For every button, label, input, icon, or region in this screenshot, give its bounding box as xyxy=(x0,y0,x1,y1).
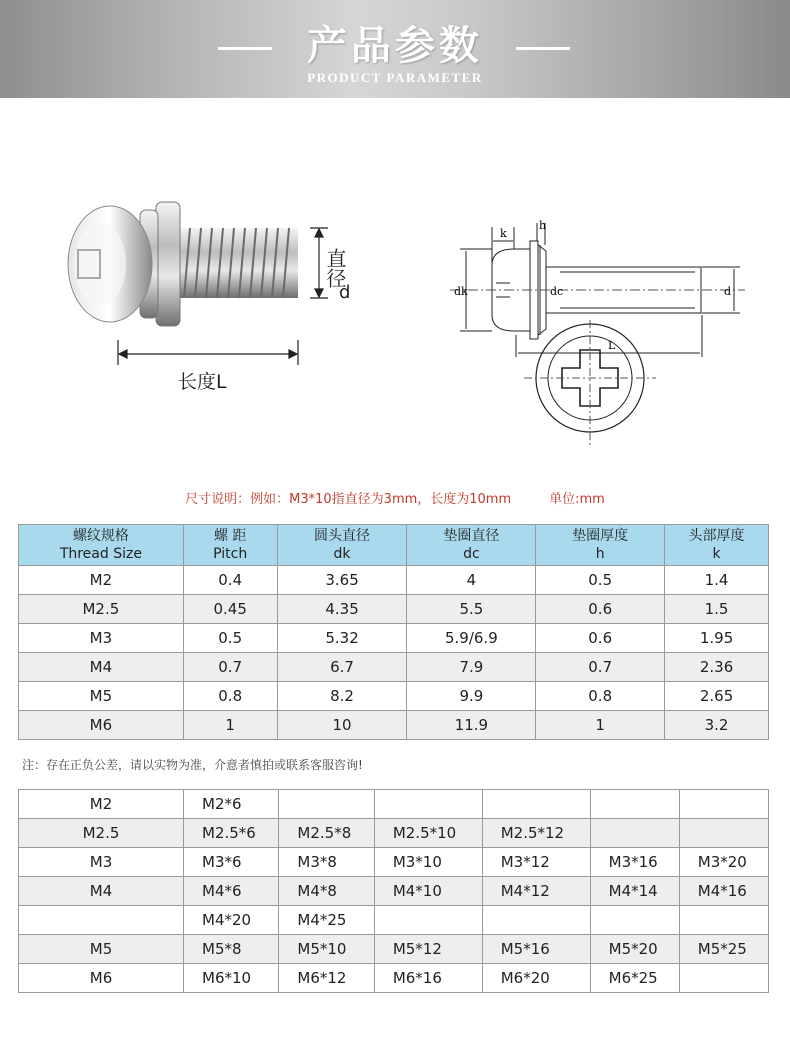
table-cell: 6.7 xyxy=(277,653,407,682)
size-cell: M5*20 xyxy=(590,935,679,964)
dim-h: h xyxy=(539,219,547,232)
table-cell: M5 xyxy=(19,682,184,711)
table-cell: 0.8 xyxy=(183,682,277,711)
table-cell: 1 xyxy=(536,711,665,740)
size-cell: M6*16 xyxy=(374,964,482,993)
table-cell: 0.4 xyxy=(183,566,277,595)
size-cell: M4*8 xyxy=(279,877,374,906)
spec-header: 螺纹规格 Thread Size xyxy=(19,525,184,566)
dim-k: k xyxy=(500,227,507,240)
dim-dc: dc xyxy=(550,285,564,298)
table-cell: 0.5 xyxy=(536,566,665,595)
dim-dk: dk xyxy=(454,285,468,298)
table-row xyxy=(19,653,769,682)
size-cell: M3*16 xyxy=(590,848,679,877)
table-cell: 2.65 xyxy=(665,682,769,711)
size-cell: M4*14 xyxy=(590,877,679,906)
table-cell: M2.5 xyxy=(19,595,184,624)
size-cell: M2*6 xyxy=(184,790,279,819)
table-cell: 10 xyxy=(277,711,407,740)
tolerance-note: 注：存在正负公差，请以实物为准，介意者慎拍或联系客服咨询! xyxy=(22,758,363,772)
table-row xyxy=(19,964,769,993)
spec-header-row xyxy=(19,525,769,566)
length-label: 长度L xyxy=(178,371,227,393)
table-row xyxy=(19,595,769,624)
size-cell: M3*6 xyxy=(184,848,279,877)
table-cell: 11.9 xyxy=(407,711,536,740)
table-row xyxy=(19,877,769,906)
table-row xyxy=(19,790,769,819)
dim-d: d xyxy=(724,285,732,298)
size-cell xyxy=(590,790,679,819)
size-cell: M3*8 xyxy=(279,848,374,877)
banner-right-line xyxy=(516,47,570,50)
table-row xyxy=(19,848,769,877)
size-cell xyxy=(482,906,590,935)
size-cell: M2.5*8 xyxy=(279,819,374,848)
header-banner xyxy=(0,0,790,98)
size-cell: M5*12 xyxy=(374,935,482,964)
thread-size-cell: M4 xyxy=(19,877,184,906)
table-cell: 4 xyxy=(407,566,536,595)
size-cell: M4*10 xyxy=(374,877,482,906)
table-cell: M4 xyxy=(19,653,184,682)
spec-header: 垫圈直径 dc xyxy=(407,525,536,566)
table-cell: 5.5 xyxy=(407,595,536,624)
table-cell: 0.6 xyxy=(536,595,665,624)
size-cell: M3*20 xyxy=(679,848,768,877)
table-cell: 5.9/6.9 xyxy=(407,624,536,653)
table-cell: 3.65 xyxy=(277,566,407,595)
size-cell: M5*25 xyxy=(679,935,768,964)
table-row xyxy=(19,566,769,595)
size-cell: M6*25 xyxy=(590,964,679,993)
table-cell: 1.4 xyxy=(665,566,769,595)
table-row xyxy=(19,711,769,740)
banner-title: 产品参数 xyxy=(307,22,483,69)
size-cell: M4*6 xyxy=(184,877,279,906)
size-note xyxy=(0,488,790,507)
table-cell: 1.5 xyxy=(665,595,769,624)
table-cell: M6 xyxy=(19,711,184,740)
table-cell: 5.32 xyxy=(277,624,407,653)
size-cell xyxy=(679,819,768,848)
size-cell: M2.5*6 xyxy=(184,819,279,848)
size-cell: M5*8 xyxy=(184,935,279,964)
size-cell: M4*25 xyxy=(279,906,374,935)
size-cell: M2.5*10 xyxy=(374,819,482,848)
table-cell: 0.5 xyxy=(183,624,277,653)
table-row xyxy=(19,935,769,964)
table-cell: 3.2 xyxy=(665,711,769,740)
size-cell xyxy=(590,819,679,848)
size-cell xyxy=(590,906,679,935)
spec-header: 垫圈厚度 h xyxy=(536,525,665,566)
size-cell xyxy=(482,790,590,819)
dim-L: L xyxy=(608,339,616,352)
size-cell: M3*12 xyxy=(482,848,590,877)
spec-table xyxy=(18,524,769,740)
size-cell: M4*12 xyxy=(482,877,590,906)
table-row xyxy=(19,906,769,935)
table-cell: 4.35 xyxy=(277,595,407,624)
size-cell xyxy=(374,906,482,935)
spec-header: 圆头直径 dk xyxy=(277,525,407,566)
screw-photo xyxy=(60,180,380,410)
table-cell: 9.9 xyxy=(407,682,536,711)
table-cell: 0.8 xyxy=(536,682,665,711)
diameter-label: 直径 xyxy=(323,248,347,288)
table-cell: 0.45 xyxy=(183,595,277,624)
size-cell xyxy=(679,964,768,993)
size-note-unit: 单位:mm xyxy=(549,492,605,507)
size-cell: M5*10 xyxy=(279,935,374,964)
spec-header: 头部厚度 k xyxy=(665,525,769,566)
size-cell: M3*10 xyxy=(374,848,482,877)
thread-size-cell: M2.5 xyxy=(19,819,184,848)
spec-header: 螺 距 Pitch xyxy=(183,525,277,566)
table-cell: 0.7 xyxy=(536,653,665,682)
thread-size-cell xyxy=(19,906,184,935)
table-cell: 0.6 xyxy=(536,624,665,653)
size-cell xyxy=(374,790,482,819)
size-cell: M4*20 xyxy=(184,906,279,935)
available-sizes-table xyxy=(18,789,769,993)
thread-size-cell: M5 xyxy=(19,935,184,964)
table-cell: M3 xyxy=(19,624,184,653)
table-cell: 2.36 xyxy=(665,653,769,682)
diameter-symbol: d xyxy=(339,282,351,303)
table-cell: 1.95 xyxy=(665,624,769,653)
table-cell: M2 xyxy=(19,566,184,595)
table-cell: 0.7 xyxy=(183,653,277,682)
banner-subtitle: PRODUCT PARAMETER xyxy=(307,70,483,85)
size-note-text: 尺寸说明：例如：M3*10指直径为3mm，长度为10mm xyxy=(185,492,512,507)
size-cell: M6*10 xyxy=(184,964,279,993)
size-cell xyxy=(279,790,374,819)
table-cell: 7.9 xyxy=(407,653,536,682)
table-cell: 1 xyxy=(183,711,277,740)
size-cell: M6*20 xyxy=(482,964,590,993)
table-row xyxy=(19,682,769,711)
table-row xyxy=(19,819,769,848)
size-cell xyxy=(679,906,768,935)
size-cell: M2.5*12 xyxy=(482,819,590,848)
size-cell: M5*16 xyxy=(482,935,590,964)
thread-size-cell: M2 xyxy=(19,790,184,819)
thread-size-cell: M3 xyxy=(19,848,184,877)
size-cell xyxy=(679,790,768,819)
size-cell: M4*16 xyxy=(679,877,768,906)
table-cell: 8.2 xyxy=(277,682,407,711)
table-row xyxy=(19,624,769,653)
thread-size-cell: M6 xyxy=(19,964,184,993)
size-cell: M6*12 xyxy=(279,964,374,993)
screw-top-drawing xyxy=(518,320,658,450)
